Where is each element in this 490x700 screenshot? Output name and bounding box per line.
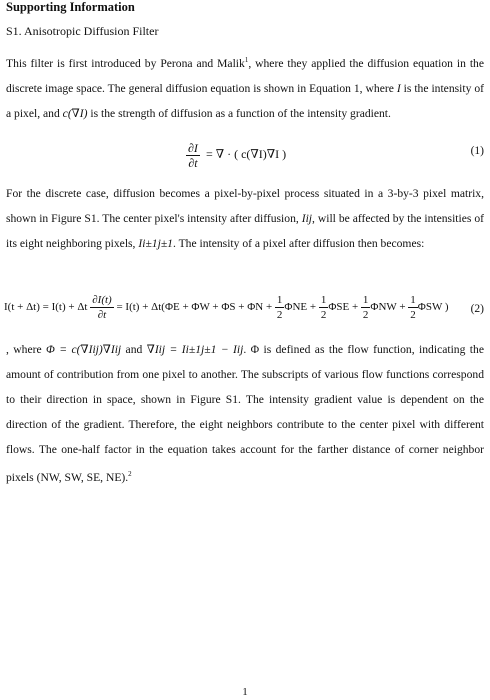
eq-part: E + ΦW + ΦS + ΦN + <box>173 301 273 314</box>
citation-ref: 1 <box>244 56 249 64</box>
text: . The intensity of a pixel after diffusion then becomes: <box>172 237 425 250</box>
eq-part: ΦSW ) <box>417 301 449 314</box>
section-title: S1. Anisotropic Diffusion Filter <box>6 24 159 38</box>
eq-part: I(t + Δt) = I(t) + Δt <box>4 301 88 314</box>
denominator: 2 <box>362 309 369 321</box>
text: For the discrete case, diffusion becomes a pixel-by-pixel process situated in a 3-by-3 pixel matrix, shown in Figure S1. The center pixel's intensity after diffusion, <box>6 187 484 225</box>
numerator: 1 <box>276 294 283 306</box>
fraction-half <box>361 293 371 322</box>
equation-rhs: = ∇ · ( c(∇I)∇I ) <box>205 147 287 162</box>
page-number: 1 <box>242 686 248 698</box>
symbol-grad-def: ∇Iij = Ii±1j±1 − Iij <box>146 343 244 356</box>
paragraph-discrete <box>6 181 484 256</box>
citation-ref: 2 <box>128 470 132 478</box>
denominator: 2 <box>276 309 283 321</box>
text: , will be affected by the intensities of its eight neighboring pixels, <box>6 212 484 250</box>
equation-2 <box>4 293 449 322</box>
denominator: ∂t <box>97 309 107 321</box>
fraction-half <box>319 293 329 322</box>
paragraph-flow <box>6 337 484 490</box>
symbol-phi-def: Φ = c(∇Iij)∇Iij <box>46 343 122 356</box>
eq-part: ΦNW + <box>370 301 406 314</box>
numerator: ∂I <box>188 141 198 155</box>
symbol-I-neighbors: Ii±1j±1 <box>138 237 173 250</box>
equation-1 <box>186 141 286 170</box>
fraction-half <box>408 293 418 322</box>
text: is the strength of diffusion as a function of the intensity gradient. <box>87 106 391 120</box>
numerator: 1 <box>410 294 416 306</box>
text: is the intensity of a pixel, and <box>6 81 484 120</box>
text: and <box>121 343 147 356</box>
numerator: 1 <box>320 294 327 306</box>
page-heading: Supporting Information <box>6 0 135 14</box>
equation-1-number: (1) <box>470 145 484 157</box>
symbol-Iij: Iij <box>301 212 313 225</box>
text: , where they applied the diffusion equation in the discrete image space. The general diffusion equation is shown in Equation 1, where <box>6 56 484 95</box>
eq-part: = I(t) + Δt(Φ <box>116 301 173 314</box>
text: , where <box>6 343 47 356</box>
equation-2-number: (2) <box>470 303 484 315</box>
paragraph-intro <box>6 48 484 126</box>
denominator: 2 <box>320 309 327 321</box>
fraction <box>90 293 113 322</box>
text: . Φ is defined as the flow function, indicating the amount of contribution from one pixel to another. The subscripts of various flow functions correspond to their direction in space, shown in Figure S1. The intensity gradient value is dependent on the direction of the gradient. Therefore, the eight neighbors contribute to the center pixel with different flows. The one-half factor in the equation takes account for the farther distance of corner neighbor pixels (NW, SW, SE, NE). <box>6 343 484 484</box>
text: This filter is first introduced by Perona and Malik <box>6 56 245 70</box>
fraction-half <box>275 293 285 322</box>
fraction <box>186 141 200 170</box>
denominator: ∂t <box>188 156 198 170</box>
eq-part: ΦSE + <box>328 301 359 314</box>
numerator: 1 <box>362 294 369 306</box>
eq-part: ΦNE + <box>284 301 317 314</box>
denominator: 2 <box>410 309 416 321</box>
symbol-c-grad: c(∇I) <box>62 106 88 120</box>
symbol-I: I <box>396 81 401 95</box>
numerator: ∂I(t) <box>92 294 112 306</box>
